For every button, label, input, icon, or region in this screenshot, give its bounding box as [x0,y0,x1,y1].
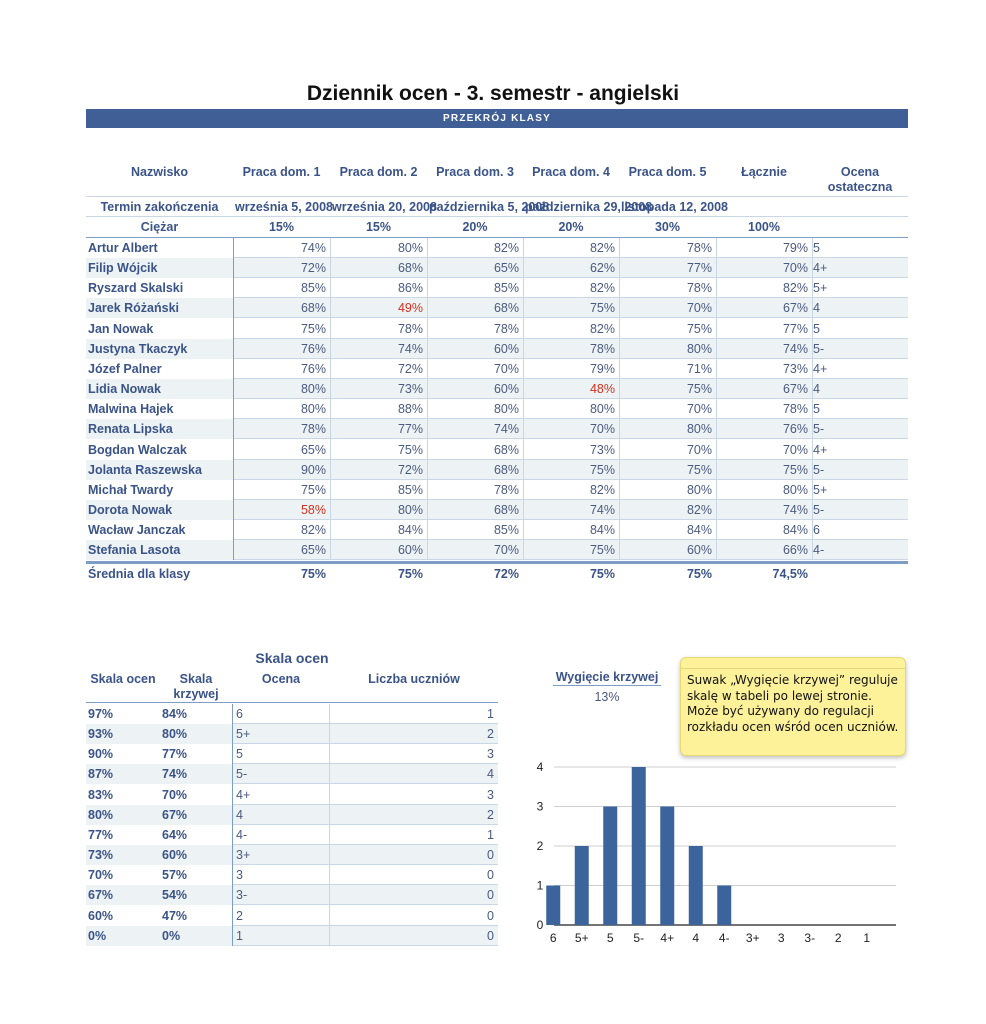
curve-value: 77% [162,747,188,761]
curve-value: 57% [162,868,188,882]
student-count: 0 [487,888,494,902]
curve-value: 67% [162,808,188,822]
curve-value: 80% [162,727,188,741]
student-name: Wacław Janczak [88,523,186,537]
score-cell: 85% [397,483,423,497]
x-tick-label: 5 [606,931,614,945]
score-cell: 58% [300,503,326,517]
total-cell: 78% [782,402,808,416]
weight-cell: 15% [268,220,295,234]
x-tick-label: 3 [777,931,785,945]
score-cell: 85% [493,523,519,537]
scale-value: 83% [88,788,114,802]
y-tick-label: 3 [536,799,544,814]
score-cell: 72% [397,463,423,477]
grade-value: 4- [236,828,248,842]
score-cell: 71% [686,362,712,376]
curve-value: 74% [162,767,188,781]
total-cell: 84% [782,523,808,537]
score-cell: 86% [397,281,423,295]
score-cell: 79% [589,362,615,376]
x-tick-label: 5- [633,931,645,945]
column-header: Praca dom. 5 [628,165,707,179]
grade-distribution-chart [528,758,900,950]
score-cell: 80% [686,483,712,497]
grade-value: 1 [236,929,243,943]
student-name: Malwina Hajek [88,402,174,416]
score-cell: 75% [686,382,712,396]
column-header: Ocena ostateczna [827,165,893,194]
curve-slider[interactable]: 13% [594,690,620,704]
score-cell: 62% [589,261,615,275]
score-cell: 88% [397,402,423,416]
student-name: Jarek Różański [88,301,180,315]
sticky-note [680,657,906,756]
score-cell: 65% [300,543,326,557]
score-cell: 74% [397,342,423,356]
table-row [86,540,908,560]
y-tick-label: 2 [536,839,544,853]
bar [660,807,674,926]
final-grade-cell: 5 [813,402,820,416]
score-cell: 70% [493,362,519,376]
final-grade-cell: 4+ [813,443,828,457]
score-cell: 84% [397,523,423,537]
scale-row [86,704,498,724]
table-row [86,258,908,278]
grade-value: 2 [236,909,243,923]
scale-row [86,744,498,764]
score-cell: 70% [493,543,519,557]
score-cell: 80% [300,402,326,416]
scale-column-divider [329,704,330,946]
table-row [86,399,908,419]
student-name: Bogdan Walczak [88,443,187,457]
scale-row [86,885,498,905]
weight-cell: 20% [558,220,584,234]
score-cell: 74% [493,422,519,436]
scale-row [86,906,498,926]
score-cell: 60% [397,543,423,557]
column-divider [716,238,717,560]
bar [603,807,617,926]
due-date-label: Termin zakończenia [100,200,219,214]
total-cell: 67% [782,301,808,315]
y-tick-label: 0 [536,918,544,932]
score-cell: 75% [589,463,615,477]
row-divider [233,317,908,318]
final-grade-cell: 5- [813,422,825,436]
student-name: Lidia Nowak [88,382,161,396]
final-grade-cell: 5- [813,503,825,517]
score-cell: 65% [300,443,326,457]
grade-value: 5- [236,767,248,781]
total-cell: 74% [782,503,808,517]
score-cell: 82% [686,503,712,517]
note-text: Suwak „Wygięcie krzywej” reguluje skalę w tabeli po lewej stronie. Może być używany do regulacji rozkładu ocen wśród ocen uczniów. [687,673,899,734]
scale-row [86,724,498,744]
score-cell: 90% [300,463,326,477]
score-cell: 82% [589,241,615,255]
student-count: 1 [487,707,494,721]
bar [717,886,731,926]
scale-row [86,926,498,946]
total-cell: 76% [782,422,808,436]
score-cell: 73% [589,443,615,457]
score-cell: 78% [686,281,712,295]
weight-cell: 15% [365,220,392,234]
row-divider [233,438,908,439]
score-cell: 75% [686,463,712,477]
score-cell: 75% [397,443,423,457]
final-grade-cell: 5 [813,241,820,255]
grade-value: 3+ [236,848,251,862]
score-cell: 74% [589,503,615,517]
scale-value: 90% [88,747,114,761]
score-cell: 70% [686,402,712,416]
score-cell: 84% [686,523,712,537]
bar [632,767,646,925]
scale-row-divider [232,904,498,905]
score-cell: 82% [589,281,615,295]
scale-row [86,785,498,805]
table-row [86,359,908,379]
student-name: Ryszard Skalski [88,281,184,295]
final-grade-cell: 5- [813,342,825,356]
student-name: Stefania Lasota [88,543,181,557]
column-header: Praca dom. 4 [532,165,610,179]
x-tick-label: 4- [718,931,730,945]
average-cell: 75% [397,567,423,581]
x-tick-label: 4 [692,931,700,945]
score-cell: 80% [686,422,712,436]
y-tick-label: 4 [536,760,544,774]
score-cell: 77% [397,422,423,436]
column-header: Praca dom. 1 [242,165,321,179]
scale-value: 77% [88,828,114,842]
score-cell: 78% [589,342,615,356]
scale-header: Skala krzywej [173,672,219,701]
student-name: Renata Lipska [88,422,173,436]
score-cell: 48% [589,382,615,396]
final-grade-cell: 5+ [813,483,828,497]
scale-row [86,845,498,865]
table-row [86,278,908,298]
score-cell: 75% [589,543,615,557]
total-cell: 77% [782,322,808,336]
score-cell: 80% [397,241,423,255]
scale-value: 87% [88,767,114,781]
student-count: 4 [487,767,494,781]
scale-header: Skala ocen [90,672,156,686]
grade-value: 4 [236,808,243,822]
total-cell: 75% [782,463,808,477]
score-cell: 73% [397,382,423,396]
scale-row-divider [232,783,498,784]
table-row [86,319,908,339]
score-cell: 80% [397,503,423,517]
score-cell: 68% [493,301,519,315]
table-row [86,460,908,480]
student-name: Justyna Tkaczyk [88,342,188,356]
final-grade-cell: 5- [813,463,825,477]
scale-value: 73% [88,848,114,862]
final-grade-cell: 4+ [813,261,828,275]
score-cell: 68% [493,503,519,517]
weight-cell: 100% [748,220,780,234]
scale-row [86,865,498,885]
scale-value: 93% [88,727,114,741]
score-cell: 80% [686,342,712,356]
column-divider [233,238,234,560]
total-cell: 80% [782,483,808,497]
curve-value: 0% [162,929,181,943]
score-cell: 68% [397,261,423,275]
score-cell: 74% [300,241,326,255]
final-grade-cell: 5+ [813,281,828,295]
scale-header-divider [86,702,498,703]
average-cell: 75% [300,567,326,581]
total-cell: 74% [782,342,808,356]
y-tick-label: 1 [536,878,544,893]
curve-label: Wygięcie krzywej [555,670,659,684]
weight-cell: 20% [462,220,488,234]
bar [546,886,560,926]
curve-value: 84% [162,707,188,721]
student-count: 3 [487,747,494,761]
section-banner: PRZEKRÓJ KLASY [86,109,908,128]
column-divider [330,238,331,560]
student-name: Michał Twardy [88,483,174,497]
table-row [86,500,908,520]
score-cell: 82% [589,483,615,497]
score-cell: 84% [589,523,615,537]
score-cell: 78% [493,322,519,336]
score-cell: 82% [493,241,519,255]
final-grade-cell: 4- [813,543,825,557]
final-grade-cell: 6 [813,523,820,537]
total-cell: 82% [782,281,808,295]
score-cell: 72% [300,261,326,275]
student-name: Filip Wójcik [88,261,158,275]
average-row [86,564,908,584]
x-tick-label: 1 [863,931,871,945]
scale-row-divider [232,945,498,946]
due-date-row [86,197,908,217]
column-divider [619,238,620,560]
score-cell: 70% [686,443,712,457]
score-cell: 68% [493,463,519,477]
score-cell: 68% [300,301,326,315]
score-cell: 78% [493,483,519,497]
weight-cell: 30% [654,220,681,234]
grade-value: 5+ [236,727,251,741]
average-cell: 72% [493,567,519,581]
grade-value: 6 [236,707,243,721]
total-cell: 67% [782,382,808,396]
column-header: Łącznie [741,165,787,179]
bar [689,846,703,925]
score-cell: 78% [397,322,423,336]
score-cell: 80% [300,382,326,396]
score-cell: 82% [589,322,615,336]
table-row [86,339,908,359]
score-cell: 75% [300,483,326,497]
student-name: Dorota Nowak [88,503,173,517]
score-cell: 76% [300,342,326,356]
score-cell: 80% [493,402,519,416]
due-date-cell: września 20, 2008 [332,200,437,214]
grade-value: 3- [236,888,248,902]
column-divider [523,238,524,560]
score-cell: 78% [300,422,326,436]
table-row [86,440,908,460]
grade-value: 3 [236,868,243,882]
score-cell: 65% [493,261,519,275]
score-cell: 49% [397,301,423,315]
final-grade-cell: 4 [813,382,820,396]
score-cell: 77% [686,261,712,275]
column-header: Praca dom. 2 [339,165,418,179]
student-name: Jolanta Raszewska [88,463,202,477]
due-date-cell: października 29, 2008 [525,200,653,214]
column-divider [812,238,813,560]
score-cell: 80% [589,402,615,416]
score-cell: 82% [300,523,326,537]
final-grade-cell: 4 [813,301,820,315]
student-count: 0 [487,909,494,923]
table-row [86,419,908,439]
total-cell: 79% [782,241,808,255]
x-tick-label: 3- [804,931,816,945]
student-count: 1 [487,828,494,842]
x-tick-label: 3+ [745,931,760,945]
final-grade-cell: 5 [813,322,820,336]
average-label: Średnia dla klasy [88,567,191,581]
note-header [681,658,905,669]
grade-value: 4+ [236,788,251,802]
bar [575,846,589,925]
student-count: 3 [487,788,494,802]
score-cell: 76% [300,362,326,376]
due-date-cell: września 5, 2008 [235,200,333,214]
scale-row [86,764,498,784]
scale-title: Skala ocen [255,650,329,666]
student-name: Artur Albert [88,241,158,255]
scale-value: 0% [88,929,107,943]
score-cell: 85% [300,281,326,295]
score-cell: 70% [589,422,615,436]
curve-value: 70% [162,788,188,802]
score-cell: 60% [493,382,519,396]
score-cell: 78% [686,241,712,255]
score-cell: 85% [493,281,519,295]
score-cell: 72% [397,362,423,376]
due-date-cell: listopada 12, 2008 [621,200,729,214]
student-name: Jan Nowak [88,322,154,336]
student-count: 2 [487,808,494,822]
score-cell: 75% [300,322,326,336]
scale-header: Ocena [261,672,301,686]
curve-value: 60% [162,848,188,862]
student-count: 0 [487,929,494,943]
scale-value: 70% [88,868,114,882]
scale-value: 67% [88,888,114,902]
total-cell: 70% [782,261,808,275]
weight-row [86,217,908,237]
x-tick-label: 4+ [660,931,675,945]
scale-column-divider [232,704,233,946]
curve-value: 54% [162,888,188,902]
student-count: 0 [487,868,494,882]
column-header: Nazwisko [131,165,188,179]
total-cell: 70% [782,443,808,457]
average-cell: 75% [686,567,712,581]
student-count: 2 [487,727,494,741]
curve-value: 47% [162,909,188,923]
x-tick-label: 5+ [574,931,589,945]
scale-header: Liczba uczniów [368,672,460,686]
total-cell: 73% [782,362,808,376]
average-cell: 74,5% [772,567,808,581]
average-cell: 75% [589,567,615,581]
curve-divider [553,685,661,686]
x-tick-label: 2 [834,931,842,945]
column-divider [427,238,428,560]
scale-row [86,825,498,845]
scale-value: 80% [88,808,114,822]
scale-value: 97% [88,707,114,721]
grade-value: 5 [236,747,243,761]
table-row [86,520,908,540]
score-cell: 70% [686,301,712,315]
scale-row [86,805,498,825]
table-row [86,298,908,318]
total-cell: 66% [782,543,808,557]
page-title: Dziennik ocen - 3. semestr - angielski [306,82,680,105]
student-count: 0 [487,848,494,862]
row-divider [233,559,908,560]
table-row [86,238,908,258]
score-cell: 68% [493,443,519,457]
weight-label: Ciężar [140,220,179,234]
scale-value: 60% [88,909,114,923]
table-row [86,379,908,399]
due-date-cell: października 5, 2008 [429,200,550,214]
column-header: Praca dom. 3 [436,165,514,179]
score-cell: 60% [493,342,519,356]
final-grade-cell: 4+ [813,362,828,376]
curve-value: 64% [162,828,188,842]
x-tick-label: 6 [549,931,557,945]
student-name: Józef Palner [88,362,162,376]
score-cell: 75% [686,322,712,336]
score-cell: 60% [686,543,712,557]
score-cell: 75% [589,301,615,315]
table-row [86,480,908,500]
